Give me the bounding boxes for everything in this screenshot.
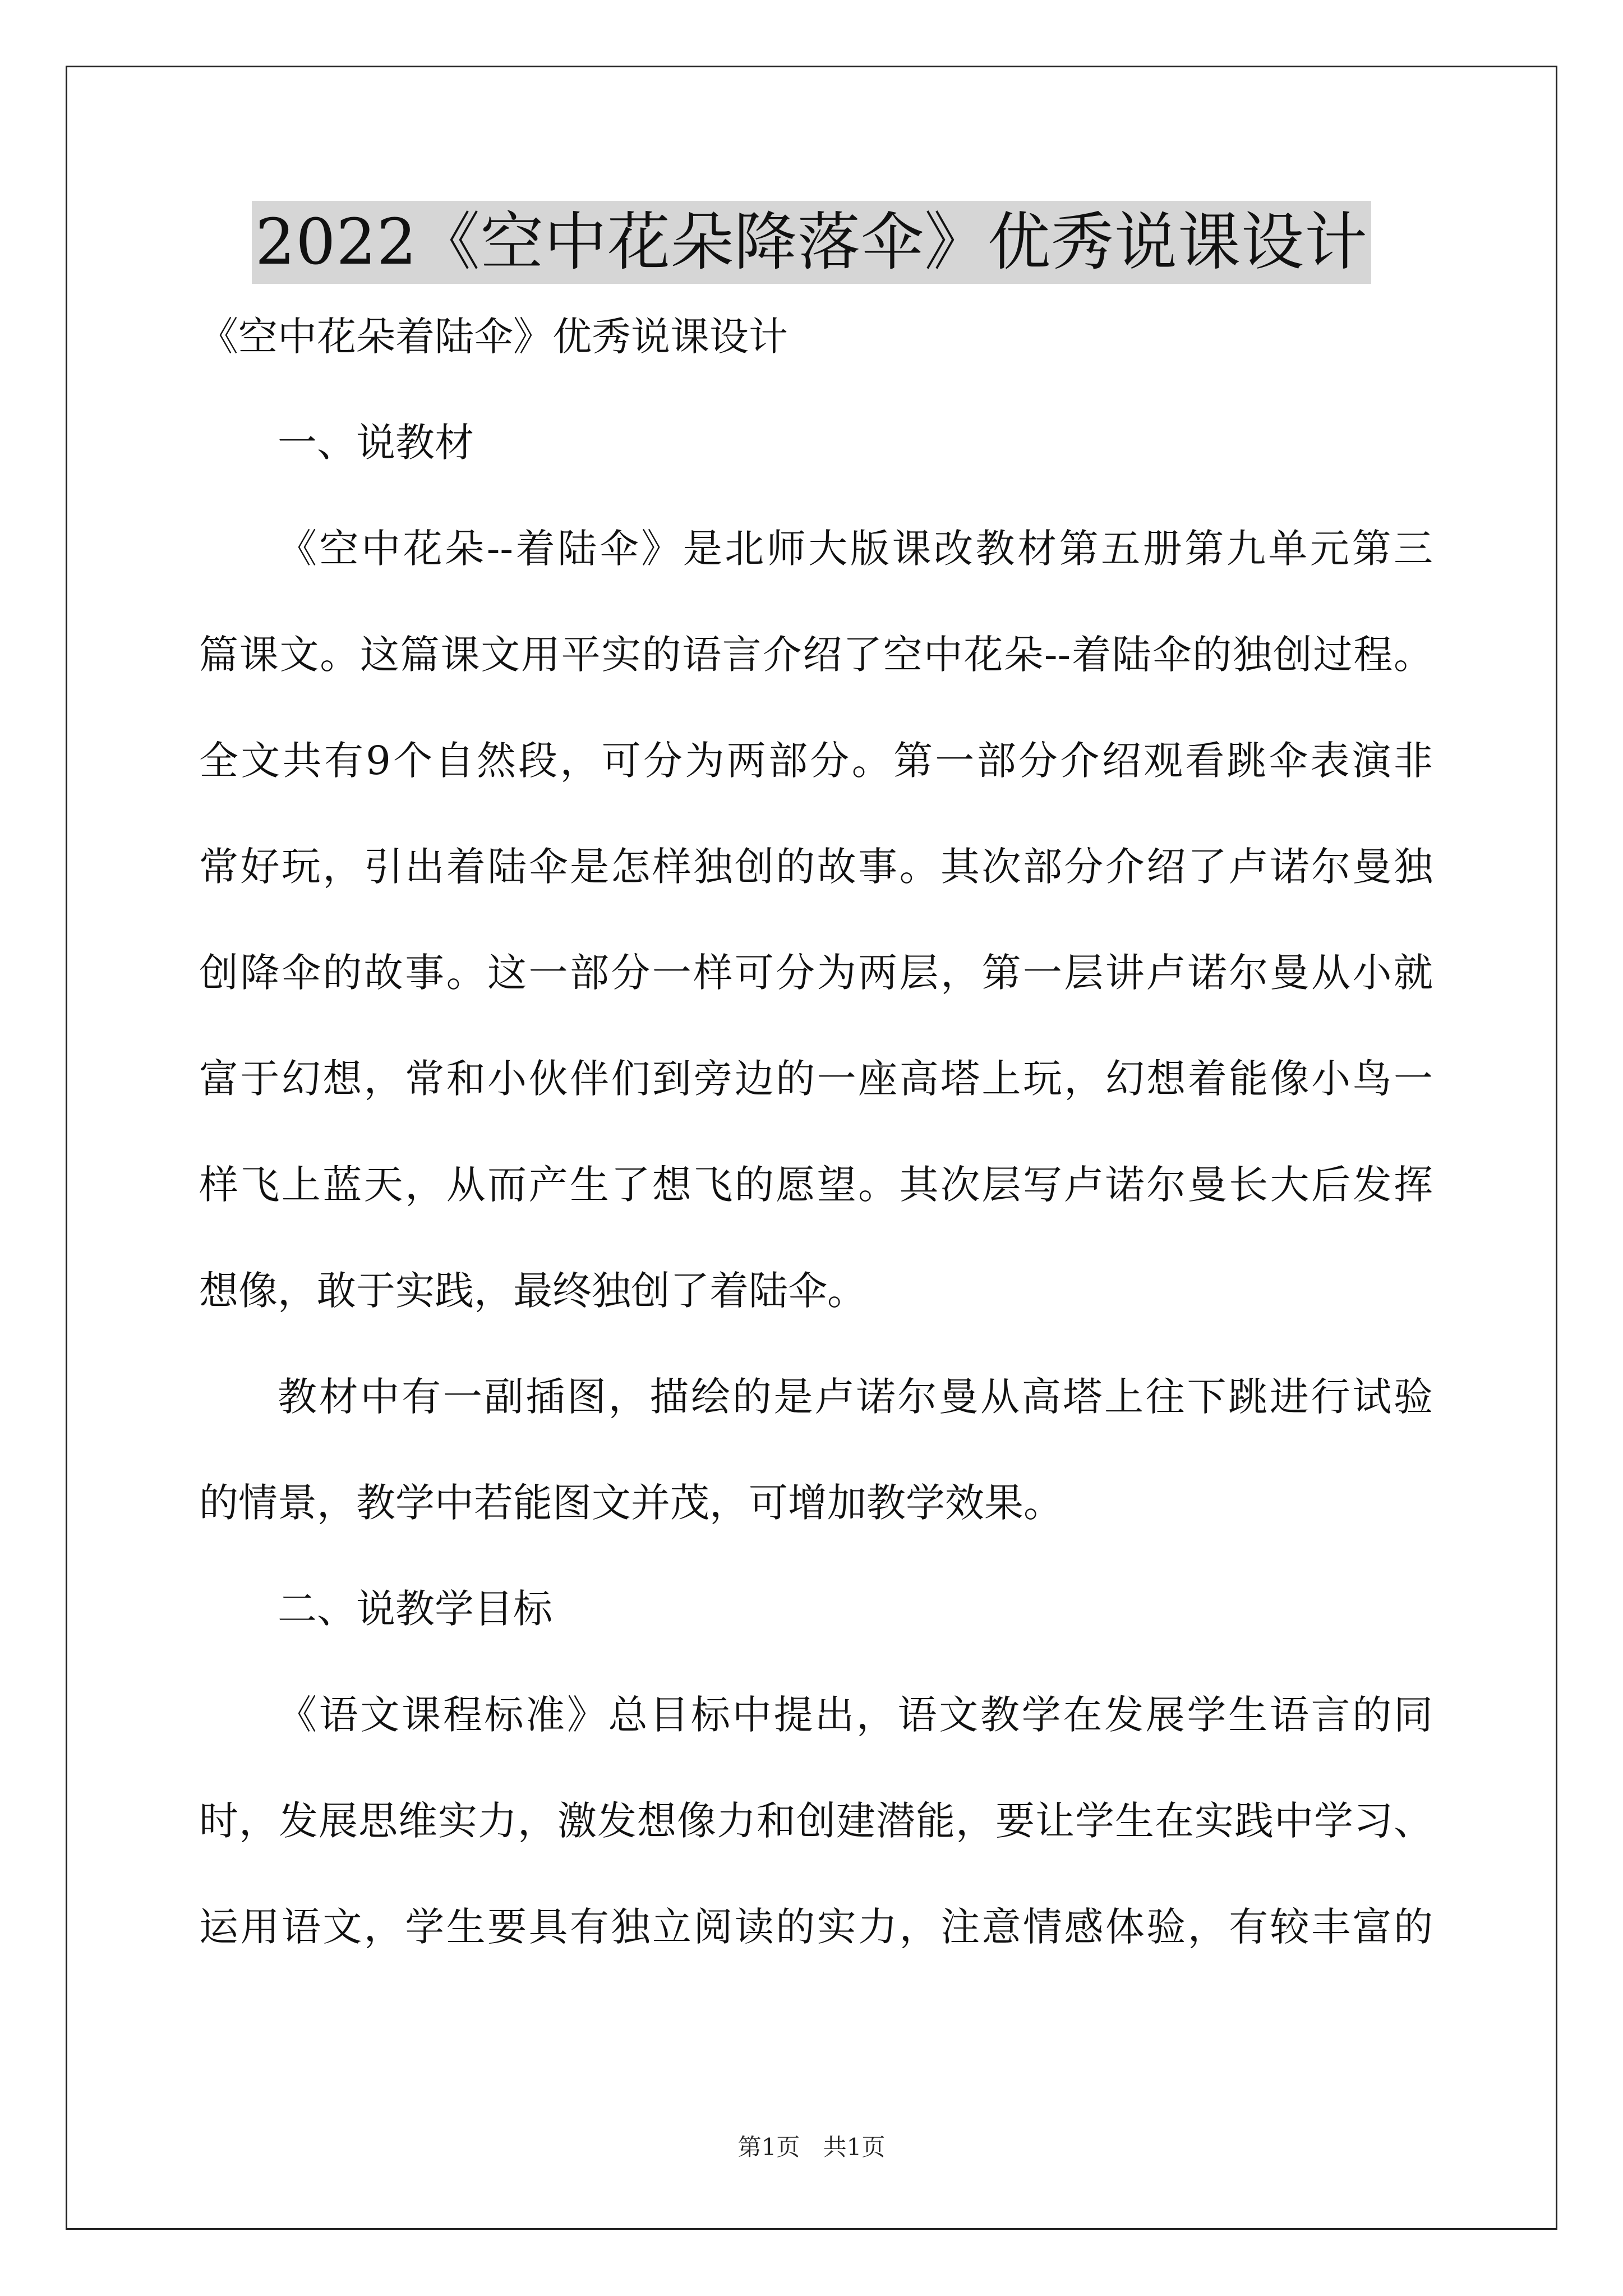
text-line: 运用语文，学生要具有独立阅读的实力，注意情感体验，有较丰富的 xyxy=(199,1904,1433,1950)
text-line: 篇课文。这篇课文用平实的语言介绍了空中花朵--着陆伞的独创过程。 xyxy=(199,632,1433,678)
text-line: 常好玩，引出着陆伞是怎样独创的故事。其次部分介绍了卢诺尔曼独 xyxy=(199,844,1433,890)
text-line: 时，发展思维实力，激发想像力和创建潜能，要让学生在实践中学习、 xyxy=(199,1798,1433,1844)
page-number: 第1页 xyxy=(737,2133,800,2161)
document-title: 2022《空中花朵降落伞》优秀说课设计 xyxy=(252,201,1371,284)
page-total: 共1页 xyxy=(823,2133,886,2161)
text-line: 样飞上蓝天，从而产生了想飞的愿望。其次层写卢诺尔曼长大后发挥 xyxy=(199,1162,1433,1208)
text-line: 全文共有9个自然段，可分为两部分。第一部分介绍观看跳伞表演非 xyxy=(199,738,1433,784)
text-line: 富于幻想，常和小伙伴们到旁边的一座高塔上玩，幻想着能像小鸟一 xyxy=(199,1056,1433,1102)
text-line: 一、说教材 xyxy=(278,420,474,466)
text-line: 想像，敢于实践，最终独创了着陆伞。 xyxy=(199,1268,866,1314)
document-body xyxy=(199,314,1433,2013)
page-footer xyxy=(0,2129,1623,2162)
text-line: 教材中有一副插图，描绘的是卢诺尔曼从高塔上往下跳进行试验 xyxy=(278,1374,1433,1420)
text-line: 《语文课程标准》总目标中提出，语文教学在发展学生语言的同 xyxy=(278,1692,1433,1738)
title-container xyxy=(0,201,1623,284)
text-line: 的情景，教学中若能图文并茂，可增加教学效果。 xyxy=(199,1480,1063,1526)
text-line: 创降伞的故事。这一部分一样可分为两层，第一层讲卢诺尔曼从小就 xyxy=(199,950,1433,996)
text-line: 《空中花朵着陆伞》优秀说课设计 xyxy=(199,314,788,360)
text-line: 《空中花朵--着陆伞》是北师大版课改教材第五册第九单元第三 xyxy=(278,526,1433,572)
text-line: 二、说教学目标 xyxy=(278,1586,552,1632)
